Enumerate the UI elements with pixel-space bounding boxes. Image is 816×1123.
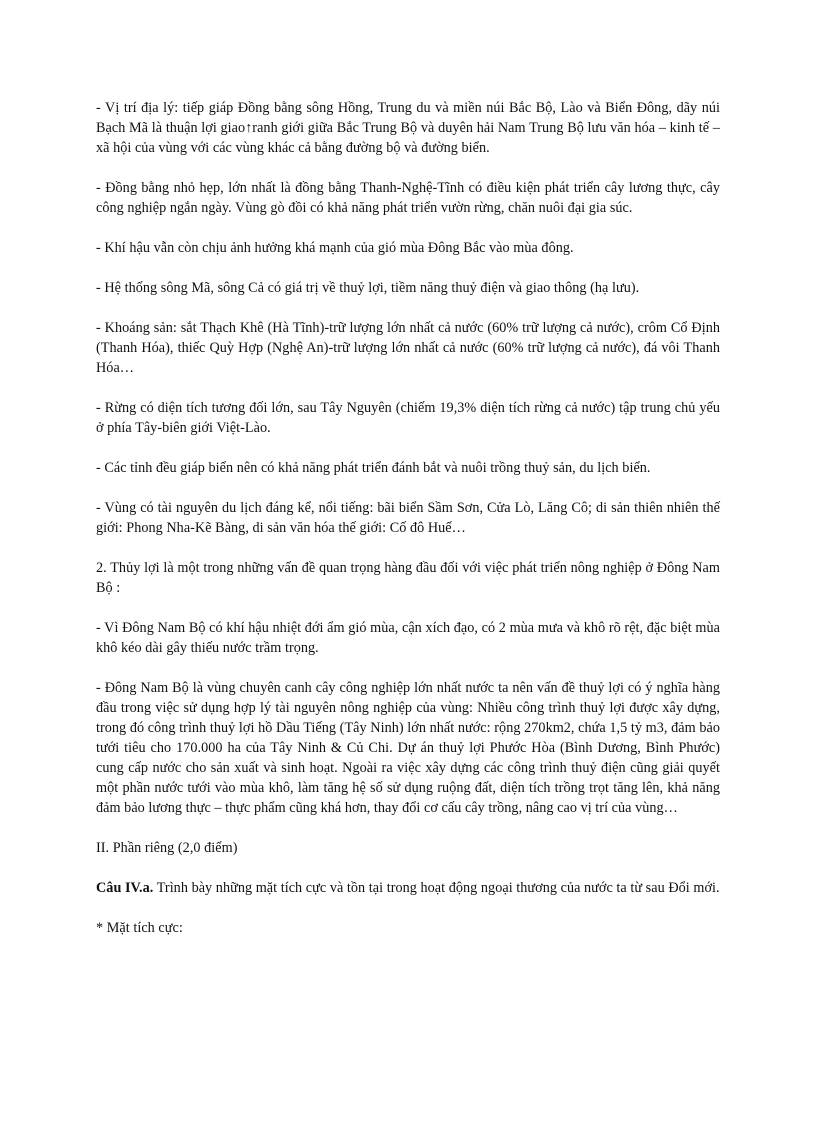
positive-heading: * Mặt tích cực: (96, 920, 183, 936)
question-iv-a (96, 878, 720, 898)
paragraph-minerals: - Khoáng sản: sắt Thạch Khê (Hà Tĩnh)-trữ lượng lớn nhất cả nước (60% trữ lượng cả nước), crôm Cổ Định (Thanh Hóa), thiếc Quỳ Hợp (Nghệ An)-trữ lượng lớn nhất cả nước (60% trữ lượng cả nước), đá vôi Thanh Hóa… (96, 320, 720, 376)
question-text: Trình bày những mặt tích cực và tồn tại trong hoạt động ngoại thương của nước ta từ sau Đổi mới. (153, 880, 720, 896)
paragraph-climate-southeast: - Vì Đông Nam Bộ có khí hậu nhiệt đới ẩm gió mùa, cận xích đạo, có 2 mùa mưa và khô rõ rệt, đặc biệt mùa khô kéo dài gây thiếu nước trầm trọng. (96, 620, 720, 656)
paragraph-irrigation-detail: - Đông Nam Bộ là vùng chuyên canh cây công nghiệp lớn nhất nước ta nên vấn đề thuỷ lợi có ý nghĩa hàng đầu trong việc sử dụng hợp lý tài nguyên nông nghiệp của vùng: Nhiều công trình thuỷ lợi được xây dựng, trong đó công trình thuỷ lợi hồ Dầu Tiếng (Tây Ninh) lớn nhất nước: rộng 270km2, chứa 1,5 tỷ m3, đảm bảo tưới tiêu cho 170.000 ha của Tây Ninh & Củ Chi. Dự án thuỷ lợi Phước Hòa (Bình Dương, Bình Phước) cung cấp nước cho sản xuất và sinh hoạt. Ngoài ra việc xây dựng các công trình thuỷ điện cũng giải quyết một phần nước tưới vào mùa khô, làm tăng hệ số sử dụng ruộng đất, diện tích trồng trọt tăng lên, khả năng đảm bảo lương thực – thực phẩm cũng khá hơn, thay đổi cơ cấu cây trồng, nâng cao vị trí của vùng… (96, 680, 720, 816)
paragraph-plains: - Đồng bằng nhỏ hẹp, lớn nhất là đồng bằng Thanh-Nghệ-Tĩnh có điều kiện phát triển cây lương thực, cây công nghiệp ngắn ngày. Vùng gò đồi có khả năng phát triển vườn rừng, chăn nuôi đại gia súc. (96, 180, 720, 216)
paragraph-forests: - Rừng có diện tích tương đối lớn, sau Tây Nguyên (chiếm 19,3% diện tích rừng cả nước) tập trung chủ yếu ở phía Tây-biên giới Việt-Lào. (96, 400, 720, 436)
paragraph-location: - Vị trí địa lý: tiếp giáp Đồng bằng sông Hồng, Trung du và miền núi Bắc Bộ, Lào và Biển Đông, dãy núi Bạch Mã là thuận lợi giao↑ranh giới giữa Bắc Trung Bộ và duyên hải Nam Trung Bộ lưu văn hóa – kinh tế – xã hội của vùng với các vùng khác cả bằng đường bộ và đường biển. (96, 100, 720, 156)
question-label: Câu IV.a. (96, 880, 154, 896)
document-body (96, 98, 720, 958)
paragraph-rivers: - Hệ thống sông Mã, sông Cả có giá trị về thuỷ lợi, tiềm năng thuỷ điện và giao thông (hạ lưu). (96, 280, 640, 296)
section-heading-part-ii: II. Phần riêng (2,0 điểm) (96, 840, 238, 856)
paragraph-coast: - Các tỉnh đều giáp biển nên có khả năng phát triển đánh bắt và nuôi trồng thuỷ sản, du lịch biển. (96, 460, 651, 476)
paragraph-tourism: - Vùng có tài nguyên du lịch đáng kể, nổi tiếng: bãi biển Sầm Sơn, Cửa Lò, Lăng Cô; di sản thiên nhiên thế giới: Phong Nha-Kẽ Bàng, di sản văn hóa thế giới: Cố đô Huế… (96, 500, 720, 536)
paragraph-irrigation-heading: 2. Thủy lợi là một trong những vấn đề quan trọng hàng đầu đối với việc phát triển nông nghiệp ở Đông Nam Bộ : (96, 560, 720, 596)
paragraph-climate: - Khí hậu vẫn còn chịu ảnh hưởng khá mạnh của gió mùa Đông Bắc vào mùa đông. (96, 240, 574, 256)
